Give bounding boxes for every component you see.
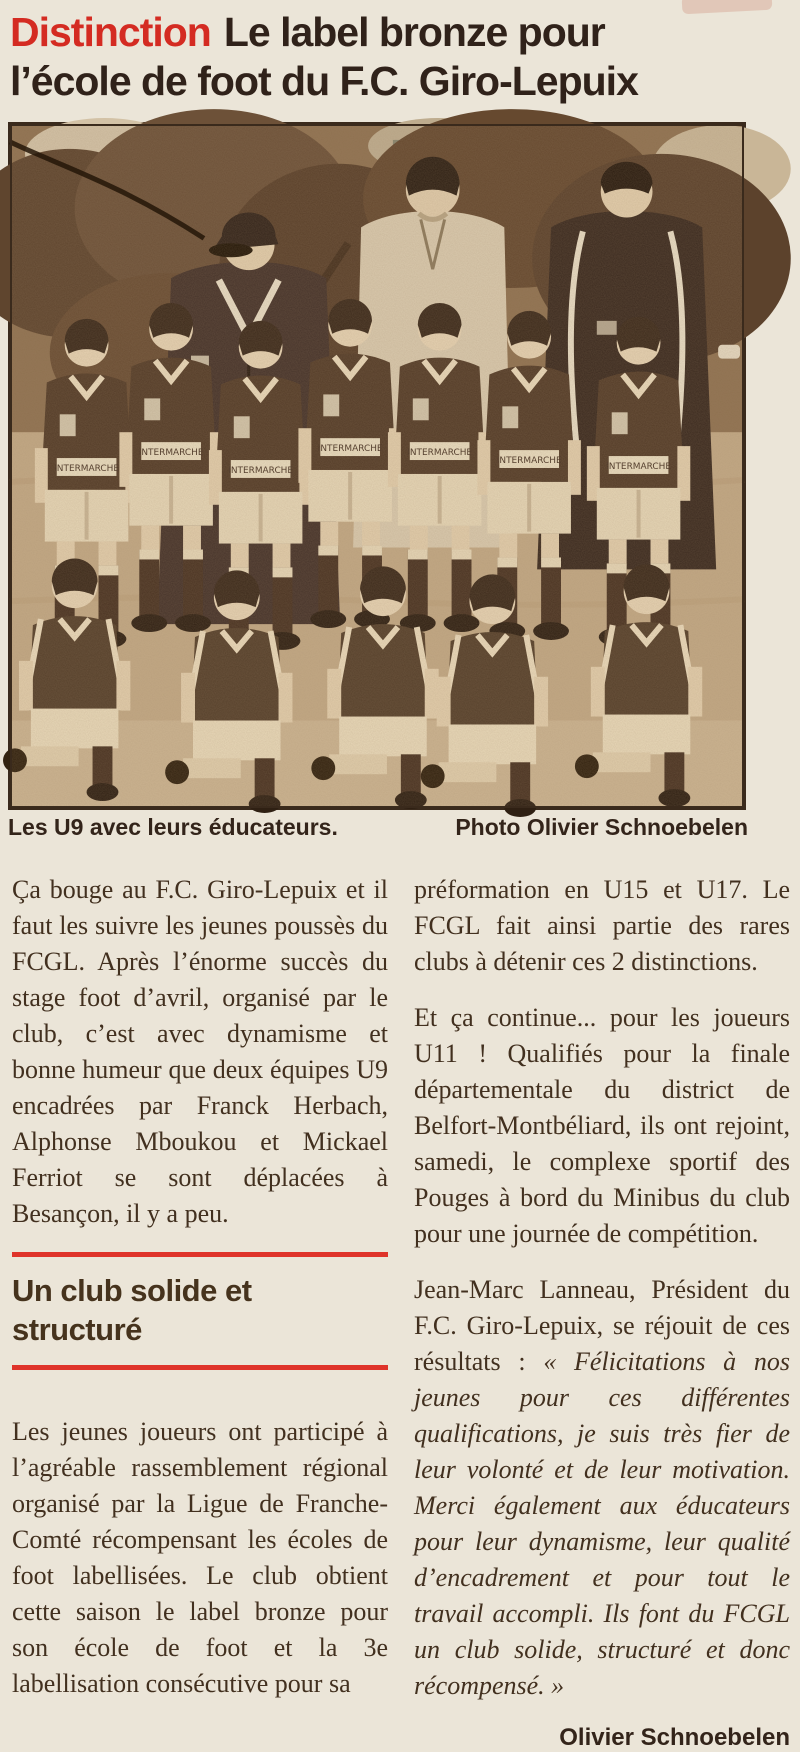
paragraph-intro: Ça bouge au F.C. Giro-Lepuix et il faut les suivre les jeunes poussès du FCGL. Après l’énorme succès du stage foot d’avril, organisé par le club, c’est avec dynamisme et bonne humeur que deux équipes U9 encadrées par Franck Herbach, Alphonse Mboukou et Mickael Ferriot se sont déplacées à Besançon, il y a peu. — [12, 875, 388, 1228]
headline-kicker: Distinction — [10, 9, 211, 55]
red-rule-top — [12, 1252, 388, 1257]
paragraph-president-quote — [414, 1272, 790, 1704]
author-byline: Olivier Schnoebelen — [559, 1724, 790, 1751]
photo-grain — [10, 124, 744, 808]
photo-caption — [8, 814, 748, 841]
article-column-right — [414, 872, 790, 1752]
team-photo — [8, 122, 746, 810]
quote-text: « Félicitations à nos jeunes pour ces différentes qualifications, je suis très fier de leur volonté et de leur motivation. Merci également aux éducateurs pour leur dynamisme, leur qualité d’encadrement et pour tout le travail accompli. Ils font du FCGL un club solide, structuré et donc récompensé. » — [414, 1347, 790, 1700]
quote-intro: Jean-Marc Lanneau, Président du F.C. Giro-Lepuix, se réjouit de ces résultats : — [414, 1275, 790, 1376]
article-column-left — [12, 872, 388, 1752]
team-photo-illustration — [10, 124, 744, 808]
headline — [0, 0, 800, 106]
subheading: Un club solide et structuré — [12, 1273, 252, 1347]
headline-line1: Le label bronze pour — [223, 9, 605, 55]
article-body — [12, 872, 790, 1752]
paragraph-preformation: préformation en U15 et U17. Le FCGL fait ainsi partie des rares clubs à détenir ces 2 distinctions. — [414, 875, 790, 976]
paragraph-u11: Et ça continue... pour les joueurs U11 ! Qualifiés pour la finale départementale du district de Belfort-Montbéliard, ils ont rejoint, samedi, le complexe sportif des Pouges à bord du Minibus du club pour une journée de compétition. — [414, 1003, 790, 1248]
paragraph-label: Les jeunes joueurs ont participé à l’agréable rassemblement régional organisé par la Ligue de Franche-Comté récompensant les écoles de foot labellisées. Le club obtient cette saison le label bronze pour son école de foot et la 3e labellisation consécutive pour sa — [12, 1417, 388, 1698]
headline-line2: l’école de foot du F.C. Giro-Lepuix — [10, 58, 638, 104]
caption-left: Les U9 avec leurs éducateurs. — [8, 814, 338, 840]
red-rule-bottom — [12, 1365, 388, 1370]
caption-credit: Photo Olivier Schnoebelen — [455, 814, 748, 840]
